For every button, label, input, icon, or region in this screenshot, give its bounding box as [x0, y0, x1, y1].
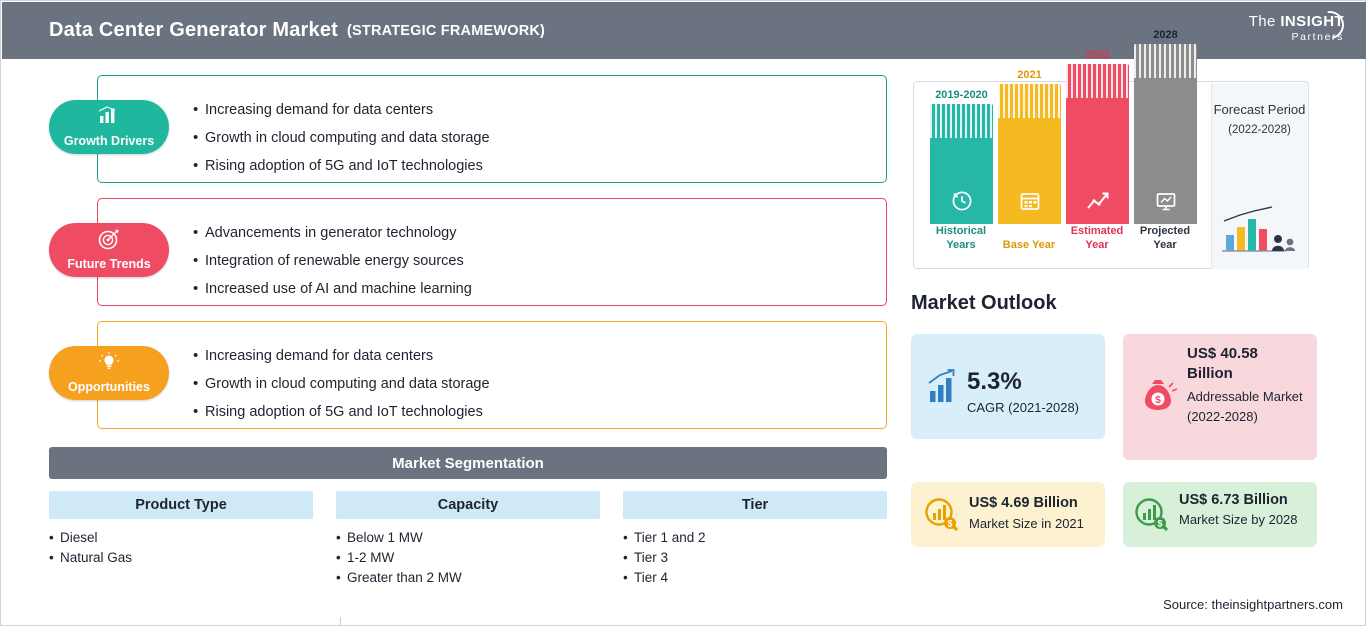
lightbulb-icon [49, 351, 169, 377]
market-size-2028-value: US$ 6.73 Billion [1179, 492, 1288, 508]
history-clock-icon [930, 189, 993, 218]
timeline-column-projected [1134, 29, 1197, 224]
list-item: • Tier 3 [623, 548, 706, 568]
timeline-column-historical [930, 89, 993, 224]
logo-the: The [1248, 13, 1281, 30]
growth-chart-icon [921, 366, 963, 408]
list-item: • Growth in cloud computing and data storage [193, 124, 886, 152]
opportunities-badge [49, 346, 169, 400]
magnifier-dollar-icon [921, 494, 963, 536]
addressable-market-label: Addressable Market (2022-2028) [1187, 389, 1303, 424]
timeline-year-label: 2021 [1017, 69, 1042, 81]
market-segmentation-title: Market Segmentation [49, 447, 887, 479]
opportunities-panel [97, 321, 887, 429]
timeline-caption-estimated: Estimated Year [1070, 225, 1124, 251]
timeline-bar [998, 84, 1061, 224]
list-item: • 1-2 MW [336, 548, 462, 568]
timeline-bar-hatch [1134, 44, 1197, 78]
future-trends-badge-label: Future Trends [67, 257, 151, 271]
cagr-card [911, 334, 1105, 439]
list-item: • Growth in cloud computing and data storage [193, 370, 886, 398]
timeline-year-label: 2022 [1085, 49, 1110, 61]
study-period-timeline [913, 29, 1309, 269]
forecast-illustration-icon [1220, 205, 1299, 261]
timeline-column-estimated [1066, 49, 1129, 224]
brand-logo [1224, 13, 1344, 49]
future-trends-list [98, 199, 886, 303]
page-subtitle: (STRATEGIC FRAMEWORK) [347, 22, 546, 39]
bottom-divider [340, 617, 341, 625]
forecast-period-title: Forecast Period [1213, 102, 1306, 117]
list-item: • Below 1 MW [336, 528, 462, 548]
list-item: • Increasing demand for data centers [193, 342, 886, 370]
money-bag-icon [1135, 372, 1181, 418]
growth-drivers-badge-label: Growth Drivers [63, 134, 155, 148]
logo-line-2: Partners [1291, 31, 1344, 43]
source-credit: Source: theinsightpartners.com [1163, 597, 1343, 612]
addressable-market-card [1123, 334, 1317, 460]
svg-text:$: $ [1155, 395, 1161, 406]
list-item: • Greater than 2 MW [336, 568, 462, 588]
future-trends-badge [49, 223, 169, 277]
list-item: • Diesel [49, 528, 132, 548]
trend-up-icon [1066, 189, 1129, 218]
list-item: • Rising adoption of 5G and IoT technologies [193, 152, 886, 180]
market-size-2021-card [911, 482, 1105, 547]
timeline-caption-historical: Historical Years [935, 225, 987, 251]
timeline-bar-hatch [998, 84, 1061, 118]
logo-insight: INSIGHT [1280, 13, 1344, 30]
segmentation-header-tier: Tier [623, 491, 887, 519]
segmentation-list-tier [623, 528, 706, 588]
timeline-caption-projected: Projected Year [1139, 225, 1191, 251]
segmentation-list-product-type [49, 528, 132, 568]
market-size-2021-label: Market Size in 2021 [969, 516, 1084, 531]
future-trends-panel [97, 198, 887, 306]
opportunities-badge-label: Opportunities [68, 380, 150, 394]
cagr-label: CAGR (2021-2028) [967, 400, 1079, 415]
list-item: • Tier 1 and 2 [623, 528, 706, 548]
bar-chart-icon [49, 105, 169, 129]
forecast-period-range: (2022-2028) [1228, 124, 1291, 136]
growth-drivers-list [98, 76, 886, 180]
segmentation-header-product-type: Product Type [49, 491, 313, 519]
addressable-market-value: US$ 40.58 Billion [1187, 345, 1258, 382]
list-item: • Increased use of AI and machine learning [193, 275, 886, 303]
list-item: • Natural Gas [49, 548, 132, 568]
svg-text:$: $ [947, 518, 953, 529]
growth-drivers-badge [49, 100, 169, 154]
magnifier-chart-icon [1131, 494, 1173, 536]
target-icon [49, 228, 169, 254]
timeline-bar [1134, 44, 1197, 224]
opportunities-list [98, 322, 886, 426]
svg-text:$: $ [1157, 518, 1163, 529]
timeline-year-label: 2028 [1153, 29, 1178, 41]
market-size-2021-value: US$ 4.69 Billion [969, 495, 1078, 511]
timeline-caption-base: Base Year [1002, 239, 1056, 251]
market-size-2028-label: Market Size by 2028 [1179, 512, 1298, 527]
forecast-period-block [1211, 83, 1307, 269]
timeline-bar [1066, 64, 1129, 224]
calendar-icon [998, 189, 1061, 218]
growth-drivers-panel [97, 75, 887, 183]
list-item: • Integration of renewable energy sources [193, 247, 886, 275]
segmentation-list-capacity [336, 528, 462, 588]
list-item: • Advancements in generator technology [193, 219, 886, 247]
list-item: • Tier 4 [623, 568, 706, 588]
timeline-year-label: 2019-2020 [935, 89, 988, 101]
page-title: Data Center Generator Market [49, 19, 339, 41]
segmentation-header-capacity: Capacity [336, 491, 600, 519]
timeline-column-base [998, 69, 1061, 224]
timeline-bar-hatch [930, 104, 993, 138]
market-size-2028-card [1123, 482, 1317, 547]
cagr-value: 5.3% [967, 368, 1022, 395]
timeline-bar [930, 104, 993, 224]
list-item: • Rising adoption of 5G and IoT technologies [193, 398, 886, 426]
market-outlook-title: Market Outlook [911, 292, 1057, 314]
presentation-chart-icon [1134, 189, 1197, 218]
list-item: • Increasing demand for data centers [193, 96, 886, 124]
timeline-bar-hatch [1066, 64, 1129, 98]
